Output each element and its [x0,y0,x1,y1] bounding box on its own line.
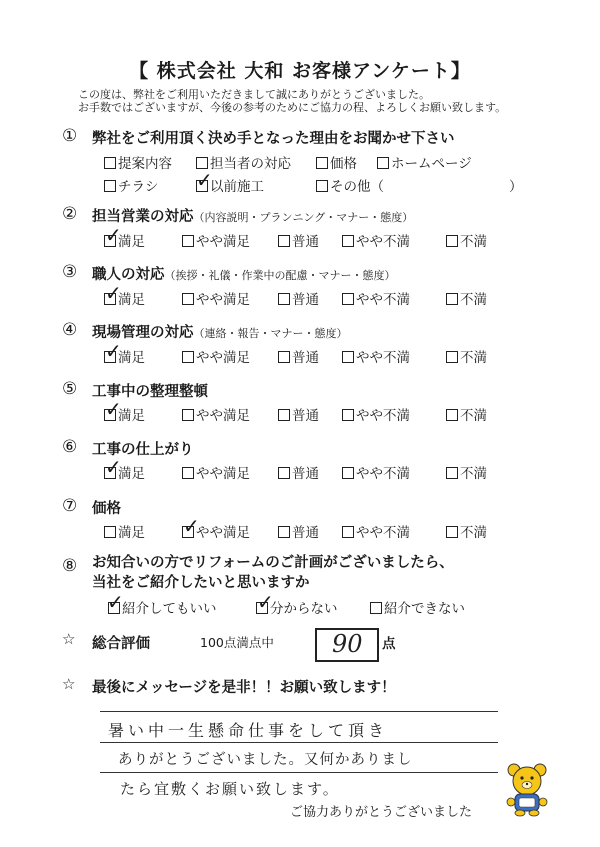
q8-text-2: 当社をご紹介したいと思いますか [92,575,310,591]
q6-option-5[interactable]: 不満 [446,462,487,482]
check-mark-icon: ✓ [105,455,122,479]
q6-option-3[interactable]: 普通 [278,462,319,482]
q1-option-2[interactable]: 担当者の対応 [196,152,291,172]
q4-option-4[interactable]: やや不満 [342,346,410,366]
check-mark-icon: ✓ [183,514,200,538]
checkbox[interactable] [278,351,290,363]
thanks-text: ご協力ありがとうございました [290,805,473,820]
q1-number: ① [62,126,78,146]
message-prompt: 最後にメッセージを是非！！お願い致します！ [92,680,396,696]
checkbox[interactable] [278,235,290,247]
q3-text: 職人の対応（挨拶・礼儀・作業中の配慮・マナー・態度） [92,267,396,283]
checkbox[interactable] [278,409,290,421]
q1-option-7[interactable]: その他（ [316,175,384,195]
checkbox[interactable] [104,526,116,538]
q7-number: ⑦ [62,496,78,516]
q5-option-5[interactable]: 不満 [446,404,487,424]
bear-mascot-icon [498,760,556,818]
check-mark-icon: ✓ [107,590,124,614]
checkbox[interactable] [182,409,194,421]
intro-line-2: お手数ではございますが、今後の参考のためにご協力の程、よろしくお願い致します。 [78,101,507,114]
check-mark-icon: ✓ [196,168,213,192]
page-title: 【 株式会社 大和 お客様アンケート】 [129,60,471,82]
checkbox[interactable] [278,526,290,538]
q1-option-6[interactable]: 以前施工 [196,175,264,195]
q7-option-4[interactable]: やや不満 [342,521,410,541]
checkbox[interactable] [182,235,194,247]
q8-option-2[interactable]: 分からない [256,597,338,617]
q2-option-4[interactable]: やや不満 [342,230,410,250]
checkbox[interactable] [446,293,458,305]
checkbox[interactable] [104,157,116,169]
checkbox[interactable] [278,467,290,479]
checkbox[interactable] [182,467,194,479]
check-mark-icon: ✓ [105,281,122,305]
q2-number: ② [62,204,78,224]
q7-option-5[interactable]: 不満 [446,521,487,541]
message-line-3 [100,772,498,773]
q6-text: 工事の仕上がり [92,442,194,458]
checkbox[interactable] [342,467,354,479]
q8-option-1[interactable]: 紹介してもいい [108,597,217,617]
checkbox[interactable] [316,180,328,192]
checkbox[interactable] [377,157,389,169]
q3-option-4[interactable]: やや不満 [342,288,410,308]
q4-text: 現場管理の対応（連絡・報告・マナー・態度） [92,325,348,341]
checkbox[interactable] [370,602,382,614]
handwritten-line-3: たら宜敷くお願い致します。 [120,780,340,798]
q4-option-5[interactable]: 不満 [446,346,487,366]
check-mark-icon: ✓ [257,590,274,614]
q6-option-4[interactable]: やや不満 [342,462,410,482]
q1-option-7-close: ） [509,179,523,195]
score-value: 90 [332,630,363,658]
handwritten-line-2: ありがとうございました。又何かありまし [118,752,413,768]
q3-option-1[interactable]: 満足 [104,288,145,308]
q5-number: ⑤ [62,379,78,399]
q8-number: ⑧ [62,556,78,576]
check-mark-icon: ✓ [105,223,122,247]
q6-number: ⑥ [62,437,78,457]
q1-option-4[interactable]: ホームページ [377,152,472,172]
score-unit: 点 [382,636,396,652]
q1-option-1[interactable]: 提案内容 [104,152,172,172]
intro-line-1: この度は、弊社をご利用いただきまして誠にありがとうございました。 [78,88,430,101]
q2-option-2[interactable]: やや満足 [182,230,250,250]
checkbox[interactable] [316,157,328,169]
q4-option-1[interactable]: 満足 [104,346,145,366]
q1-option-3[interactable]: 価格 [316,152,357,172]
q3-option-5[interactable]: 不満 [446,288,487,308]
q5-text: 工事中の整理整頓 [92,384,208,400]
checkbox[interactable] [446,351,458,363]
star-icon: ☆ [62,675,76,693]
check-mark-icon: ✓ [105,339,122,363]
q3-option-2[interactable]: やや満足 [182,288,250,308]
q2-option-5[interactable]: 不満 [446,230,487,250]
q5-option-3[interactable]: 普通 [278,404,319,424]
star-icon: ☆ [62,630,76,648]
checkbox[interactable] [446,467,458,479]
checkbox[interactable] [342,235,354,247]
checkbox[interactable] [342,526,354,538]
score-label: 総合評価 [92,636,150,652]
q7-text: 価格 [92,501,121,517]
q2-text: 担当営業の対応（内容説明・プランニング・マナー・態度） [92,209,414,225]
q1-option-5[interactable]: チラシ [104,175,159,195]
q7-option-1[interactable]: 満足 [104,521,145,541]
q8-option-3[interactable]: 紹介できない [370,597,465,617]
q4-option-2[interactable]: やや満足 [182,346,250,366]
q4-option-3[interactable]: 普通 [278,346,319,366]
checkbox[interactable] [182,351,194,363]
q5-option-2[interactable]: やや満足 [182,404,250,424]
q4-number: ④ [62,320,78,340]
message-line-2 [100,742,498,743]
q5-option-1[interactable]: 満足 [104,404,145,424]
checkbox[interactable] [446,409,458,421]
checkbox[interactable] [182,293,194,305]
checkbox[interactable] [342,351,354,363]
handwritten-line-1: 暑い中一生懸命仕事をして頂き [108,721,389,740]
q5-option-4[interactable]: やや不満 [342,404,410,424]
q3-number: ③ [62,262,78,282]
q6-option-1[interactable]: 満足 [104,462,145,482]
q7-option-2[interactable]: やや満足 [182,521,250,541]
check-mark-icon: ✓ [105,397,122,421]
q6-option-2[interactable]: やや満足 [182,462,250,482]
checkbox[interactable] [342,409,354,421]
checkbox[interactable] [278,293,290,305]
checkbox[interactable] [342,293,354,305]
q1-text: 弊社をご利用頂く決め手となった理由をお聞かせ下さい [92,131,455,147]
q8-text: お知合いの方でリフォームのご計画がございましたら、 [92,555,454,571]
score-scale: 100点満点中 [200,635,274,650]
q2-option-3[interactable]: 普通 [278,230,319,250]
message-line-1 [100,711,498,712]
q7-option-3[interactable]: 普通 [278,521,319,541]
q3-option-3[interactable]: 普通 [278,288,319,308]
q2-option-1[interactable]: 満足 [104,230,145,250]
checkbox[interactable] [446,235,458,247]
checkbox[interactable] [446,526,458,538]
checkbox[interactable] [104,180,116,192]
